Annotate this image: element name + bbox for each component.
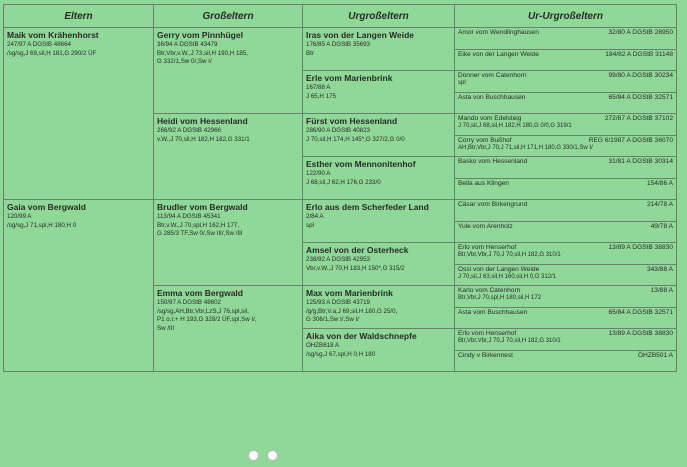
parent-cell (4, 200, 154, 372)
great-great-grandparent-cell (455, 135, 677, 157)
dog-details: /g/g,Btr,V.a,J 69,sil,H 180,G 25/0, (306, 307, 398, 315)
dog-details: G 332/1,Sw 0/,Sw I/ (157, 58, 212, 65)
dog-name: Cindy v Birkennest (458, 351, 513, 359)
registration-number: 99/80 A DGStB 30234 (608, 72, 673, 79)
dog-name: Aika von der Waldschnepfe (306, 331, 417, 341)
dog-name: Karlo vom Catenhorn (458, 287, 521, 294)
great-great-grandparent-cell (455, 71, 677, 93)
dog-details: P1 o.r.+ H 193,G 328/2 ÜF,spl,Sw I/, (157, 316, 257, 323)
dog-details: Btr,v.W.,J 70,spl,H 162,H 177, (157, 221, 240, 229)
grandparent-cell (154, 200, 303, 286)
great-grandparent-cell (303, 28, 455, 71)
grandparent-cell (154, 286, 303, 372)
great-great-grandparent-cell (455, 243, 677, 265)
dog-details: 167/88 A (306, 84, 331, 91)
registration-number: 13/89 A DGStB 38830 (608, 244, 673, 251)
great-great-grandparent-cell (455, 114, 677, 136)
dog-name: Donner vom Catenhorn (458, 72, 527, 79)
grandparent-cell (154, 28, 303, 114)
dog-details: 2/84 A (306, 213, 324, 220)
dog-name: Bella aus Klingen (458, 179, 509, 187)
registration-number: 65/84 A DGStB 32571 (608, 93, 673, 101)
dog-details: J 70,sil,J 68,sil,H 182,H 180,G 0/0,G 319/1 (458, 123, 572, 129)
dog-name: Asta vom Buschhausen (458, 308, 528, 316)
dog-details: spl (306, 221, 314, 229)
dog-details: spl (458, 80, 466, 86)
parent-cell (4, 28, 154, 200)
registration-number: 13/88 A (650, 287, 673, 294)
great-great-grandparent-cell (455, 307, 677, 329)
dog-details: J 70,sil,J 63,sil,H 160,sil,H 0,G 312/1 (458, 273, 557, 280)
dog-name: Brudler vom Bergwald (157, 202, 248, 212)
dog-name: Maik vom Krähenhorst (7, 30, 99, 40)
pedigree-row (4, 28, 677, 50)
dog-name: Eike von der Langen Weide (458, 50, 539, 58)
pedigree-table (3, 4, 677, 372)
dog-name: Yule vom Arenholz (458, 222, 513, 230)
registration-number: REG 6/1987 A DGStB 36070 (588, 136, 673, 144)
great-great-grandparent-cell (455, 92, 677, 114)
great-great-grandparent-cell (455, 286, 677, 308)
dog-details: v.W.,J 70,sil,H 182,H 182,G 331/1 (157, 135, 250, 143)
dog-details: 36/94 A DGStB 43479 (157, 41, 218, 48)
registration-number: 343/88 A (646, 265, 673, 273)
dog-details: G 306/1,Sw I/,Sw I/ (306, 316, 359, 323)
great-grandparent-cell (303, 243, 455, 286)
registration-number: 214/78 A (646, 201, 673, 208)
punch-hole-right (267, 450, 278, 461)
dog-details: J 65,H 175 (306, 92, 336, 100)
dog-details: Vbr,v.W.,J 70,H 183,H 150*,G 315/2 (306, 264, 405, 272)
dog-name: Max vom Marienbrink (306, 288, 393, 298)
dog-details: /sg/sg,J 71,spl,H 180,H 0 (7, 221, 77, 229)
dog-details: Sw /III (157, 324, 175, 332)
dog-details: AH,Btr,Vbr,J 70,J 71,sil,H 171,H 180,G 330/1,Sw I/ (458, 144, 593, 151)
dog-name: Cäsar vom Birkengrund (458, 201, 528, 208)
great-grandparent-cell (303, 157, 455, 200)
dog-name: Erlo vom Henserhof (458, 330, 517, 337)
dog-details: 247/97 A DGStB 48664 (7, 41, 71, 48)
dog-details: Btr,Vbr,Vbr,J 70,J 70,sil,H 182,G 310/1 (458, 338, 561, 344)
dog-details: Btr (306, 49, 314, 57)
dog-details: 286/90 A DGStB 40823 (306, 127, 370, 134)
great-grandparent-cell (303, 200, 455, 243)
dog-details: /sg/sg,J 69,sil,H 181,G 290/2 ÜF (7, 49, 97, 57)
dog-details: 120/99 A (7, 213, 32, 220)
dog-name: Iras von der Langen Weide (306, 30, 415, 40)
great-great-grandparent-cell (455, 49, 677, 71)
dog-name: Amsel von der Osterheck (306, 245, 409, 255)
pedigree-row (4, 200, 677, 222)
dog-name: Emma vom Bergwald (157, 288, 243, 298)
great-great-grandparent-cell (455, 264, 677, 286)
dog-name: Erlo vom Henserhof (458, 244, 517, 251)
registration-number: 65/84 A DGStB 32571 (608, 308, 673, 316)
grandparent-cell (154, 114, 303, 200)
dog-details: 122/90 A (306, 170, 331, 177)
great-grandparent-cell (303, 329, 455, 372)
dog-name: Erlo aus dem Scherfeder Land (306, 202, 429, 212)
great-great-grandparent-cell (455, 329, 677, 351)
great-grandparent-cell (303, 114, 455, 157)
dog-details: 266/92 A DGStB 42966 (157, 127, 221, 134)
header-grandparents: Großeltern (154, 5, 303, 28)
dog-details: J 70,sil,H 174,H 145*,G 327/2,G 0/0 (306, 135, 405, 143)
registration-number: 49/78 A (650, 222, 673, 230)
header-great-great-grandparents: Ur-Urgroßeltern (455, 5, 677, 28)
registration-number: 154/86 A (646, 179, 673, 187)
great-great-grandparent-cell (455, 200, 677, 222)
dog-name: Ossi von der Langen Weide (458, 265, 540, 273)
great-great-grandparent-cell (455, 178, 677, 200)
dog-name: Basko vom Hessenland (458, 158, 528, 165)
registration-number: 272/87 A DGStB 37102 (604, 115, 673, 122)
great-grandparent-cell (303, 71, 455, 114)
dog-details: /sg/sg,AH,Btr,Vbr,LzS,J 76,spl,sil, (157, 307, 249, 315)
punch-hole-left (248, 450, 259, 461)
great-great-grandparent-cell (455, 350, 677, 372)
dog-details: J 68,sil,J 62,H 176,G 233/0 (306, 178, 381, 186)
dog-details: 125/93 A DGStB 43719 (306, 299, 370, 306)
dog-name: Mando vom Edelsteig (458, 115, 522, 122)
great-great-grandparent-cell (455, 157, 677, 179)
dog-details: Btr,Vbr,v.W.,J 73,sil,H 190,H 185, (157, 49, 249, 57)
dog-details: 113/94 A DGStB 45341 (157, 213, 221, 220)
dog-details: G 285/3 TF,Sw 0/,Sw III/,Sw /III (157, 230, 243, 237)
dog-details: Btr,Vbr,J 70,spl,H 180,sil,H 172 (458, 295, 542, 301)
dog-name: Corry vom Bußhof (458, 136, 512, 144)
great-great-grandparent-cell (455, 28, 677, 50)
registration-number: 13/89 A DGStB 38830 (608, 330, 673, 337)
dog-details: /sg/sg,J 67,spl,H 0,H 180 (306, 350, 376, 358)
dog-name: Amor vom Wendlinghausen (458, 29, 539, 36)
dog-name: Erle vom Marienbrink (306, 73, 393, 83)
dog-name: Gerry vom Pinnhügel (157, 30, 243, 40)
registration-number: 32/80 A DGStB 28950 (608, 29, 673, 36)
dog-details: OHZB618 A (306, 342, 340, 349)
registration-number: 31/81 A DGStB 30314 (608, 158, 673, 165)
dog-name: Gaia vom Bergwald (7, 202, 86, 212)
dog-name: Heidi vom Hessenland (157, 116, 248, 126)
pedigree-body (4, 28, 677, 372)
dog-details: 176/85 A DGStB 35693 (306, 41, 370, 48)
header-great-grandparents: Urgroßeltern (303, 5, 455, 28)
dog-name: Fürst vom Hessenland (306, 116, 398, 126)
dog-details: Btr,Vbr,Vbr,J 70,J 70,sil,H 182,G 310/1 (458, 252, 561, 258)
header-row (4, 5, 677, 28)
dog-details: 238/92 A DGStB 42953 (306, 256, 370, 263)
dog-details: 150/97 A DGStB 48602 (157, 299, 221, 306)
header-parents: Eltern (4, 5, 154, 28)
dog-name: Asta von Buschhausen (458, 93, 526, 101)
great-great-grandparent-cell (455, 221, 677, 243)
great-grandparent-cell (303, 286, 455, 329)
registration-number: ÖHZB501 A (637, 351, 673, 359)
dog-name: Esther vom Mennonitenhof (306, 159, 416, 169)
registration-number: 184/82 A DGStB 31148 (605, 50, 673, 58)
